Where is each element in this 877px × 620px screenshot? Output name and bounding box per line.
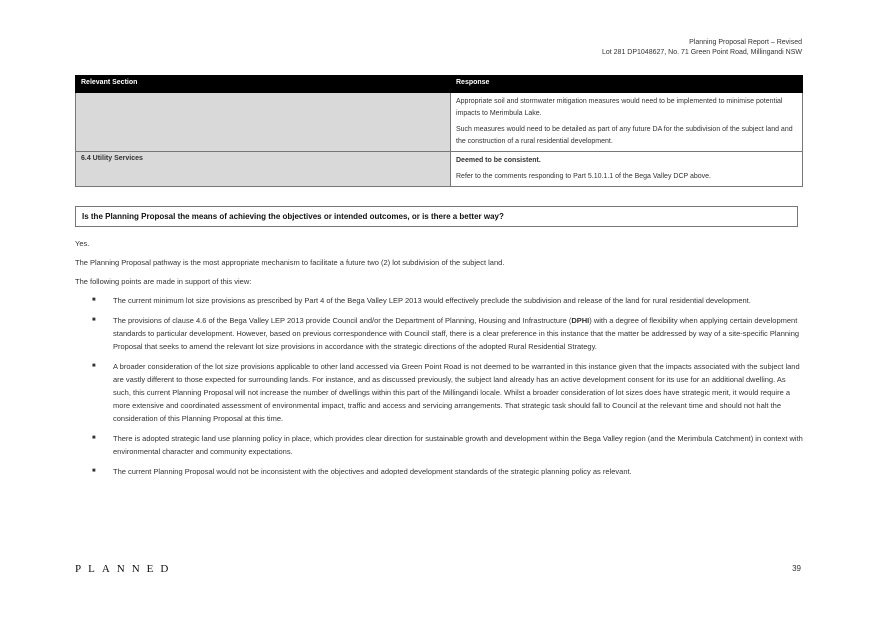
list-item bbox=[75, 432, 803, 458]
paragraph: The following points are made in support of this view: bbox=[75, 277, 252, 286]
relevant-section-table bbox=[75, 75, 803, 187]
bullet-square-icon: ■ bbox=[92, 468, 96, 474]
section-cell: 6.4 Utility Services bbox=[76, 152, 451, 187]
bullet-square-icon: ■ bbox=[92, 317, 96, 323]
bullet-square-icon: ■ bbox=[92, 435, 96, 441]
table-header-row bbox=[76, 76, 803, 93]
answer-paragraph: Yes. bbox=[75, 239, 90, 248]
list-item-text: A broader consideration of the lot size provisions applicable to other land accessed via Green Point Road is not deemed to be warranted in this instance given that the impacts associated with the subject land are vastly different to those expected for surrounding lands. For instance, and as discussed previously, the subject land already has an active development consent for its use for an additional dwelling. As such, this current Planning Proposal will not increase the number of dwellings within this part of the Millingandi locale. Whilst a broader consideration of lot sizes does have strategic merit, it would require a more extensive and coordinated assessment of environmental impact, traffic and access and servicing arrangements. That strategic task should fall to Council at the relevant time and should not halt the consideration of this Planning Proposal at this time. bbox=[113, 362, 800, 423]
header-address: Lot 281 DP1048627, No. 71 Green Point Road, Millingandi NSW bbox=[601, 49, 802, 56]
list-item-text: The current Planning Proposal would not be inconsistent with the objectives and adopted development standards of the strategic planning policy as relevant. bbox=[113, 467, 632, 476]
table-row bbox=[76, 152, 803, 187]
response-cell bbox=[451, 152, 803, 187]
bullet-square-icon: ■ bbox=[92, 363, 96, 369]
list-item-text: The current minimum lot size provisions as prescribed by Part 4 of the Bega Valley LEP 2013 would effectively preclude the subdivision and release of the land for rural residential development. bbox=[113, 296, 751, 305]
list-item bbox=[75, 465, 803, 478]
list-item bbox=[75, 314, 803, 353]
list-item bbox=[75, 294, 803, 307]
response-paragraph: Appropriate soil and stormwater mitigation measures would need to be implemented to minimise potential impacts to Merimbula Lake. bbox=[456, 98, 783, 117]
body-text bbox=[75, 237, 803, 485]
table-row bbox=[76, 93, 803, 152]
planned-logo: PLANNED bbox=[75, 563, 176, 575]
list-item-text: There is adopted strategic land use planning policy in place, which provides clear direction for sustainable growth and development within the Bega Valley region (and the Merimbula Catchment) in context with environmental character and community expectations. bbox=[113, 434, 803, 456]
response-cell bbox=[451, 93, 803, 152]
section-cell bbox=[76, 93, 451, 152]
header-title: Planning Proposal Report – Revised bbox=[689, 39, 802, 46]
bullet-square-icon: ■ bbox=[92, 297, 96, 303]
question-box: Is the Planning Proposal the means of achieving the objectives or intended outcomes, or is there a better way? bbox=[75, 206, 798, 227]
list-item-text: ) with a degree of flexibility when applying certain development standards to particular development. However, based on previous correspondence with Council staff, there is a clear preference in this instance that the matter be addressed by way of a site-specific Planning Proposal that seeks to amend the relevant lot size provisions in accordance with the strategic directions of the adopted Rural Residential Strategy. bbox=[113, 316, 800, 351]
column-header-section: Relevant Section bbox=[76, 76, 451, 93]
page-number: 39 bbox=[792, 564, 801, 573]
bullet-list bbox=[75, 294, 803, 478]
response-paragraph: Such measures would need to be detailed as part of any future DA for the subdivision of the subject land and the construction of a rural residential development. bbox=[456, 126, 793, 145]
column-header-response: Response bbox=[451, 76, 803, 93]
paragraph: The Planning Proposal pathway is the most appropriate mechanism to facilitate a future two (2) lot subdivision of the subject land. bbox=[75, 258, 505, 267]
list-item bbox=[75, 360, 803, 425]
acronym-dphi: DPHI bbox=[571, 316, 590, 325]
page-header bbox=[602, 38, 802, 58]
response-paragraph: Refer to the comments responding to Part 5.10.1.1 of the Bega Valley DCP above. bbox=[456, 173, 712, 180]
response-verdict: Deemed to be consistent. bbox=[456, 157, 541, 164]
list-item-text: The provisions of clause 4.6 of the Bega Valley LEP 2013 provide Council and/or the Department of Planning, Housing and Infrastructure ( bbox=[113, 316, 572, 325]
